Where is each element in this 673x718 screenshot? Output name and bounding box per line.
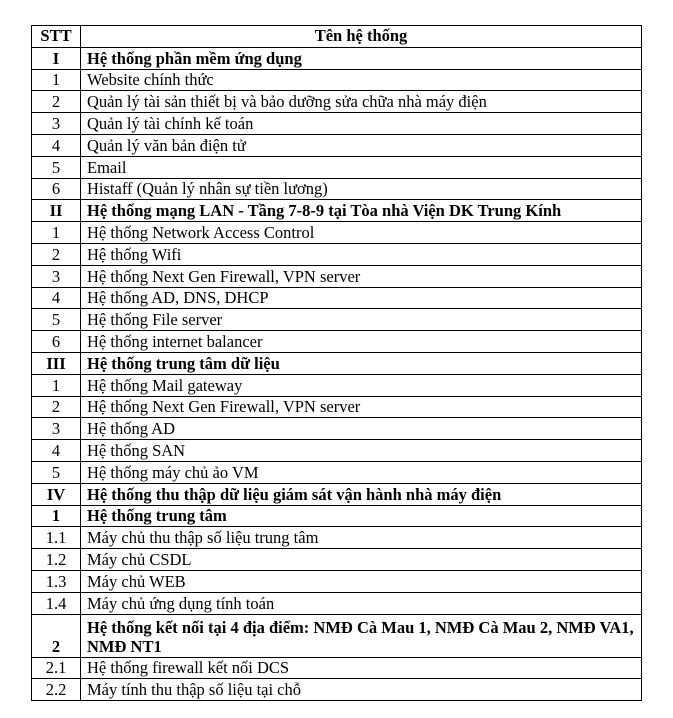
row-system-name: Máy chủ WEB xyxy=(81,570,642,592)
row-stt: 6 xyxy=(32,331,81,353)
table-row xyxy=(32,396,642,418)
row-stt: 3 xyxy=(32,418,81,440)
row-system-name: Hệ thống phần mềm ứng dụng xyxy=(81,47,642,69)
row-stt: 3 xyxy=(32,265,81,287)
row-stt: 1 xyxy=(32,505,81,527)
row-stt: IV xyxy=(32,483,81,505)
row-system-name: Máy chủ ứng dụng tính toán xyxy=(81,592,642,614)
row-stt: 2 xyxy=(32,614,81,657)
table-row xyxy=(32,570,642,592)
table-row xyxy=(32,374,642,396)
row-stt: 4 xyxy=(32,440,81,462)
table-row xyxy=(32,527,642,549)
systems-table xyxy=(31,25,642,701)
table-row xyxy=(32,200,642,222)
row-system-name: Hệ thống SAN xyxy=(81,440,642,462)
table-row xyxy=(32,113,642,135)
table-row xyxy=(32,614,642,657)
row-system-name: Hệ thống mạng LAN - Tầng 7-8-9 tại Tòa nhà Viện DK Trung Kính xyxy=(81,200,642,222)
row-stt: III xyxy=(32,352,81,374)
header-stt: STT xyxy=(32,26,81,48)
row-system-name: Histaff (Quản lý nhân sự tiền lương) xyxy=(81,178,642,200)
table-header xyxy=(32,26,642,48)
row-system-name: Hệ thống firewall kết nối DCS xyxy=(81,657,642,679)
table-row xyxy=(32,222,642,244)
row-stt: 2 xyxy=(32,243,81,265)
row-stt: 1.4 xyxy=(32,592,81,614)
table-row xyxy=(32,679,642,701)
table-row xyxy=(32,549,642,571)
row-system-name: Hệ thống Network Access Control xyxy=(81,222,642,244)
row-stt: 2.2 xyxy=(32,679,81,701)
table-row xyxy=(32,592,642,614)
table-row xyxy=(32,657,642,679)
row-system-name: Quản lý tài chính kế toán xyxy=(81,113,642,135)
row-system-name: Hệ thống kết nối tại 4 địa điểm: NMĐ Cà Mau 1, NMĐ Cà Mau 2, NMĐ VA1, NMĐ NT1 xyxy=(81,614,642,657)
row-system-name: Hệ thống AD xyxy=(81,418,642,440)
row-system-name: Máy chủ CSDL xyxy=(81,549,642,571)
row-stt: II xyxy=(32,200,81,222)
table-row xyxy=(32,91,642,113)
row-stt: 2.1 xyxy=(32,657,81,679)
table-row xyxy=(32,440,642,462)
row-stt: 4 xyxy=(32,134,81,156)
row-stt: I xyxy=(32,47,81,69)
table-row xyxy=(32,69,642,91)
row-stt: 3 xyxy=(32,113,81,135)
table-row xyxy=(32,309,642,331)
header-system-name: Tên hệ thống xyxy=(81,26,642,48)
row-system-name: Hệ thống trung tâm xyxy=(81,505,642,527)
row-system-name: Hệ thống AD, DNS, DHCP xyxy=(81,287,642,309)
row-system-name: Hệ thống thu thập dữ liệu giám sát vận hành nhà máy điện xyxy=(81,483,642,505)
table-row xyxy=(32,331,642,353)
row-stt: 5 xyxy=(32,309,81,331)
row-system-name: Hệ thống máy chủ ảo VM xyxy=(81,461,642,483)
row-system-name: Hệ thống File server xyxy=(81,309,642,331)
row-stt: 1 xyxy=(32,69,81,91)
table-row xyxy=(32,47,642,69)
table-row xyxy=(32,134,642,156)
row-stt: 4 xyxy=(32,287,81,309)
table-row xyxy=(32,418,642,440)
row-stt: 1.3 xyxy=(32,570,81,592)
row-stt: 1 xyxy=(32,222,81,244)
row-stt: 5 xyxy=(32,461,81,483)
table-body xyxy=(32,47,642,700)
row-stt: 5 xyxy=(32,156,81,178)
row-stt: 2 xyxy=(32,91,81,113)
table-row xyxy=(32,461,642,483)
row-stt: 1.2 xyxy=(32,549,81,571)
row-system-name: Quản lý văn bản điện tử xyxy=(81,134,642,156)
row-system-name: Website chính thức xyxy=(81,69,642,91)
row-system-name: Hệ thống Next Gen Firewall, VPN server xyxy=(81,396,642,418)
header-row xyxy=(32,26,642,48)
table-row xyxy=(32,156,642,178)
table-row xyxy=(32,505,642,527)
row-system-name: Hệ thống Mail gateway xyxy=(81,374,642,396)
row-system-name: Quản lý tài sản thiết bị và bảo dưỡng sửa chữa nhà máy điện xyxy=(81,91,642,113)
row-stt: 1 xyxy=(32,374,81,396)
row-system-name: Máy chủ thu thập số liệu trung tâm xyxy=(81,527,642,549)
row-system-name: Email xyxy=(81,156,642,178)
table-row xyxy=(32,287,642,309)
table-row xyxy=(32,178,642,200)
row-system-name: Hệ thống internet balancer xyxy=(81,331,642,353)
row-stt: 6 xyxy=(32,178,81,200)
row-stt: 1.1 xyxy=(32,527,81,549)
row-stt: 2 xyxy=(32,396,81,418)
table-row xyxy=(32,265,642,287)
table-row xyxy=(32,243,642,265)
row-system-name: Hệ thống trung tâm dữ liệu xyxy=(81,352,642,374)
row-system-name: Máy tính thu thập số liệu tại chỗ xyxy=(81,679,642,701)
row-system-name: Hệ thống Next Gen Firewall, VPN server xyxy=(81,265,642,287)
row-system-name: Hệ thống Wifi xyxy=(81,243,642,265)
table-row xyxy=(32,483,642,505)
table-row xyxy=(32,352,642,374)
